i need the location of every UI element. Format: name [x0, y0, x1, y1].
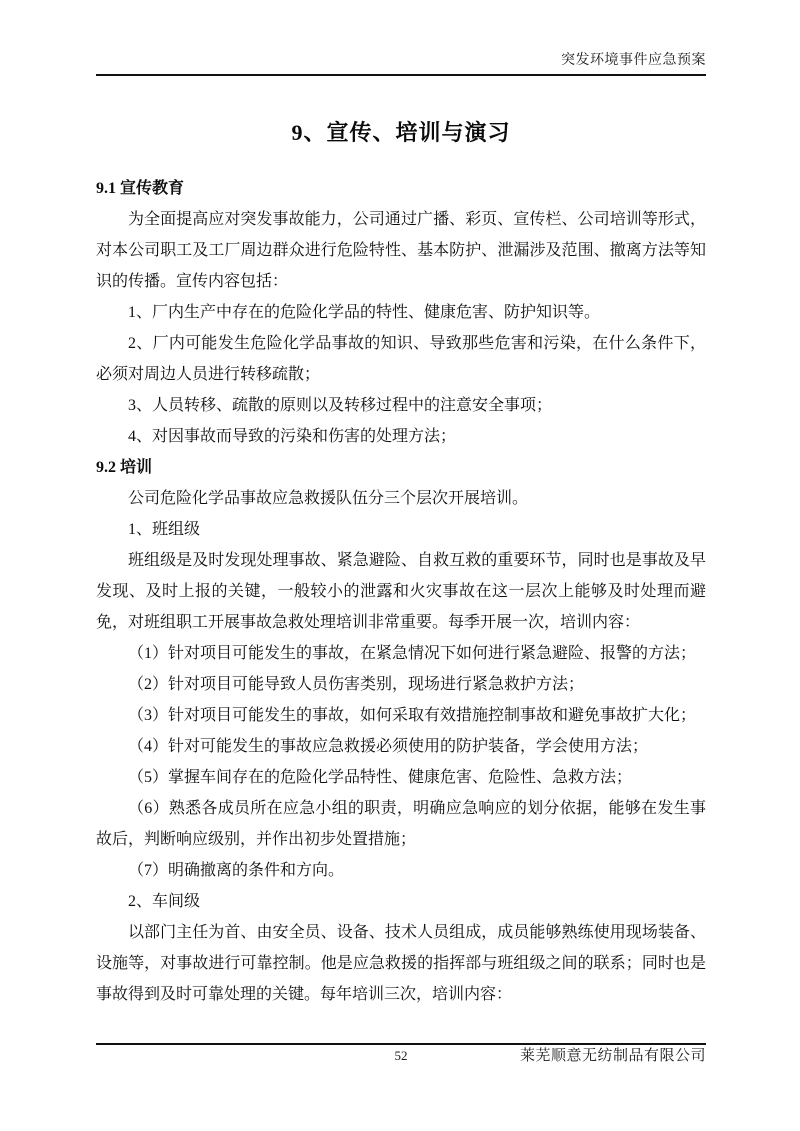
list-item: （1）针对项目可能发生的事故，在紧急情况下如何进行紧急避险、报警的方法；	[128, 645, 697, 662]
list-item: 3、人员转移、疏散的原则以及转移过程中的注意安全事项；	[128, 397, 553, 414]
page-number: 52	[394, 1048, 408, 1063]
list-item: 2、车间级	[128, 893, 201, 910]
list-item: （3）针对项目可能发生的事故，如何采取有效措施控制事故和避免事故扩大化；	[128, 707, 697, 724]
list-item: （5）掌握车间存在的危险化学品特性、健康危害、危险性、急救方法；	[128, 769, 633, 786]
company-name: 莱芜顺意无纺制品有限公司	[519, 1048, 706, 1064]
page-header	[96, 52, 706, 74]
list-item: （4）针对可能发生的事故应急救援必须使用的防护装备，学会使用方法；	[128, 738, 649, 755]
section-9-1	[96, 173, 706, 452]
list-item: 1、班组级	[128, 521, 201, 538]
footer-rule	[96, 1043, 706, 1045]
paragraph: 公司危险化学品事故应急救援队伍分三个层次开展培训。	[128, 490, 529, 507]
page-footer	[96, 1043, 706, 1067]
list-item: （2）针对项目可能导致人员伤害类别，现场进行紧急救护方法；	[128, 676, 585, 693]
list-item: （6）熟悉各成员所在应急小组的职责，明确应急响应的划分依据，能够在发生事故后，判断响应级别，并作出初步处置措施；	[96, 800, 706, 848]
header-rule	[96, 74, 706, 76]
list-item: 2、厂内可能发生危险化学品事故的知识、导致那些危害和污染，在什么条件下，必须对周边人员进行转移疏散；	[96, 335, 706, 383]
section-9-2	[96, 452, 706, 1010]
paragraph: 以部门主任为首、由安全员、设备、技术人员组成，成员能够熟练使用现场装备、设施等，对事故进行可靠控制。他是应急救援的指挥部与班组级之间的联系；同时也是事故得到及时可靠处理的关键。每年培训三次，培训内容：	[96, 924, 706, 1003]
page-title: 9、宣传、培训与演习	[291, 120, 511, 145]
list-item: 1、厂内生产中存在的危险化学品的特性、健康危害、防护知识等。	[128, 304, 601, 321]
paragraph: 班组级是及时发现处理事故、紧急避险、自救互救的重要环节，同时也是事故及早发现、及时上报的关键，一般较小的泄露和火灾事故在这一层次上能够及时处理而避免，对班组职工开展事故急救处理培训非常重要。每季开展一次，培训内容：	[96, 552, 706, 631]
page-content	[96, 0, 706, 1010]
section-heading: 9.1 宣传教育	[96, 180, 185, 197]
running-title: 突发环境事件应急预案	[561, 53, 706, 68]
list-item: 4、对因事故而导致的污染和伤害的处理方法；	[128, 428, 457, 445]
list-item: （7）明确撤离的条件和方向。	[128, 862, 345, 879]
footer-row	[96, 1047, 706, 1067]
section-heading: 9.2 培训	[96, 459, 153, 476]
paragraph: 为全面提高应对突发事故能力，公司通过广播、彩页、宣传栏、公司培训等形式，对本公司职工及工厂周边群众进行危险特性、基本防护、泄漏涉及范围、撤离方法等知识的传播。宣传内容包括：	[96, 211, 706, 290]
